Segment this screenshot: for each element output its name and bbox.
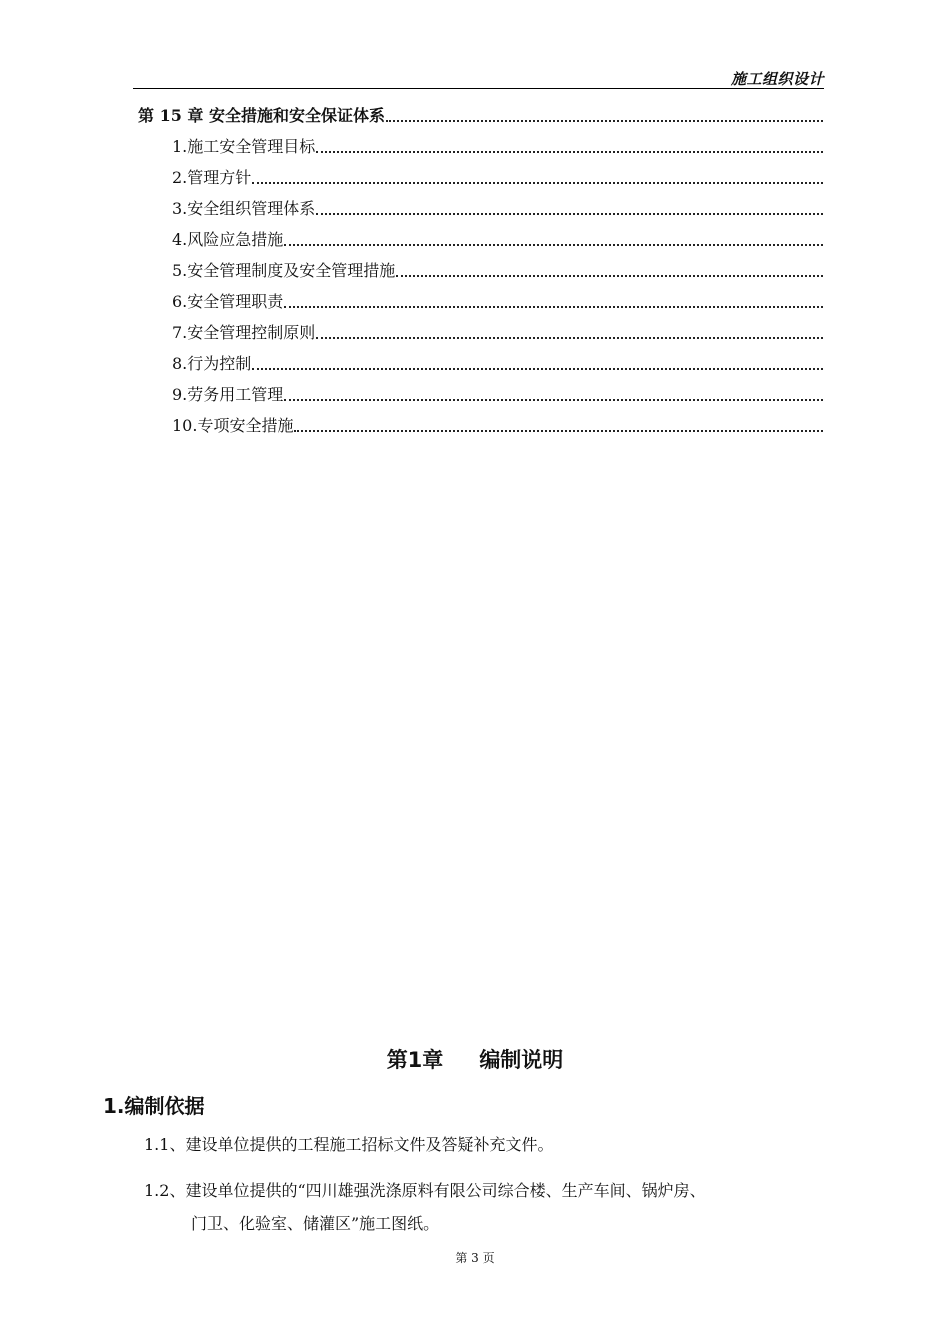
toc-item-label: 9.劳务用工管理 [172,385,284,404]
chapter-title: 编制说明 [479,1048,564,1072]
toc-leader [284,399,823,401]
header-rule [133,88,824,89]
paragraph-2-line-1: 1.2、建设单位提供的“四川雄强洗涤原料有限公司综合楼、生产车间、锅炉房、 [144,1181,706,1200]
toc-leader [316,151,823,153]
toc-item[interactable] [138,223,823,254]
section-heading: 1.编制依据 [103,1094,205,1118]
page-number: 第 3 页 [455,1251,495,1265]
toc-item[interactable] [138,316,823,347]
toc-leader [252,368,823,370]
toc-item-label: 5.安全管理制度及安全管理措施 [172,261,396,280]
toc-item[interactable] [138,378,823,409]
toc-item-label: 7.安全管理控制原则 [172,323,316,342]
chapter-heading [0,1044,950,1074]
paragraph-2-line-2: 门卫、化验室、储灌区”施工图纸。 [191,1214,440,1233]
toc-leader [386,120,823,122]
toc-item-label: 8.行为控制 [172,354,252,373]
toc-item[interactable] [138,254,823,285]
toc-leader [294,430,823,432]
toc-leader [316,213,823,215]
toc-item[interactable] [138,409,823,440]
paragraph-1: 1.1、建设单位提供的工程施工招标文件及答疑补充文件。 [144,1135,554,1154]
toc-chapter-label: 第 15 章 安全措施和安全保证体系 [138,106,385,125]
toc-item-label: 2.管理方针 [172,168,252,187]
toc-item-label: 4.风险应急措施 [172,230,284,249]
paragraph-2 [144,1174,834,1240]
header-title: 施工组织设计 [730,70,824,88]
toc-chapter-entry[interactable] [138,100,823,130]
toc-leader [284,244,823,246]
toc-item[interactable] [138,130,823,161]
toc-item-label: 3.安全组织管理体系 [172,199,316,218]
toc-leader [316,337,823,339]
table-of-contents [138,100,823,440]
toc-item[interactable] [138,192,823,223]
toc-item[interactable] [138,161,823,192]
toc-item-label: 6.安全管理职责 [172,292,284,311]
toc-item-label: 10.专项安全措施 [172,416,294,435]
toc-leader [252,182,823,184]
toc-item-label: 1.施工安全管理目标 [172,137,316,156]
toc-item[interactable] [138,347,823,378]
toc-leader [284,306,823,308]
toc-item[interactable] [138,285,823,316]
toc-leader [396,275,823,277]
chapter-number: 第1章 [386,1048,444,1072]
